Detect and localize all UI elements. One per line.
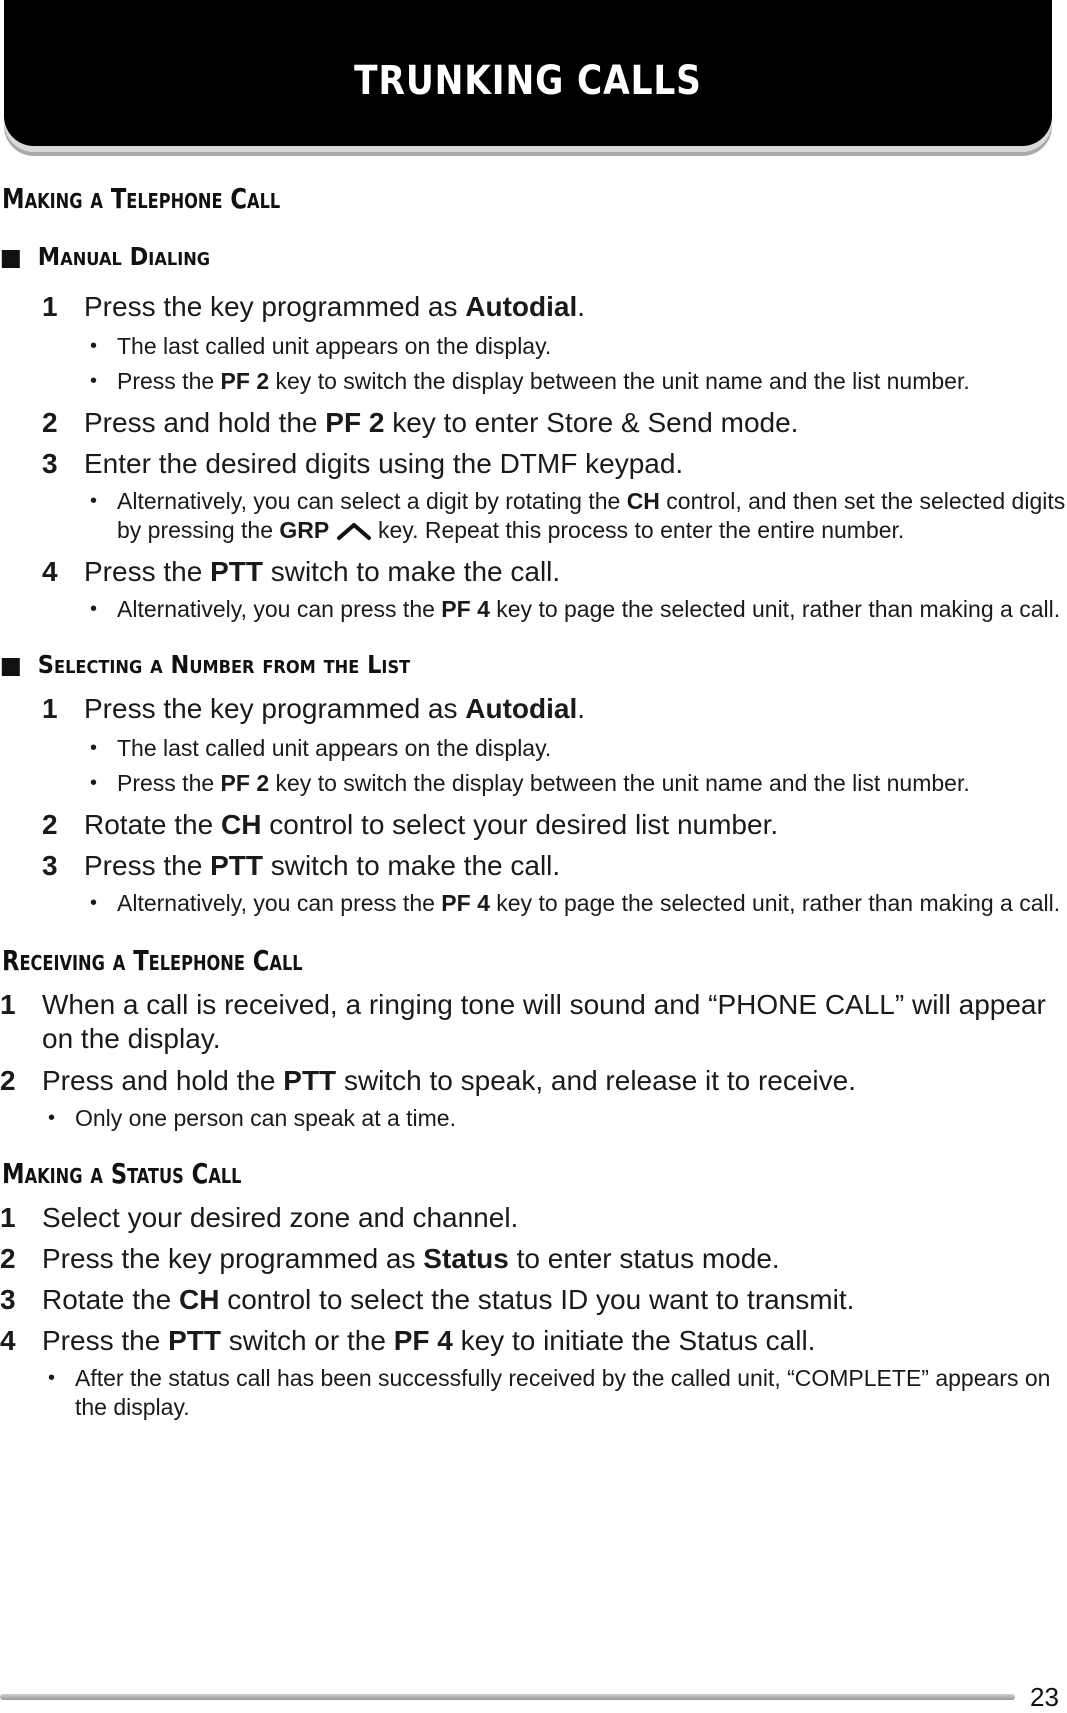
step-3: 3 Rotate the CH control to select the status ID you want to transmit. — [0, 1284, 855, 1315]
page-number: 23 — [1030, 1682, 1059, 1712]
section-heading-telephone-call: Making a Telephone Call — [2, 182, 281, 215]
square-bullet-icon — [2, 658, 20, 676]
section-heading-status-call: Making a Status Call — [2, 1157, 242, 1190]
section-heading-receiving: Receiving a Telephone Call — [2, 944, 303, 977]
step-2: 2 Rotate the CH control to select your desired list number. — [42, 809, 779, 840]
subsection-heading-from-list: Selecting a Number from the List — [0, 648, 960, 682]
bullet-item: • The last called unit appears on the display. — [90, 735, 552, 761]
square-bullet-icon — [2, 250, 20, 268]
step-3: 3 Enter the desired digits using the DTMF keypad. — [42, 448, 684, 479]
step-1: 1 Press the key programmed as Autodial. — [42, 291, 586, 322]
bullet-item: • Press the PF 2 key to switch the display between the unit name and the list number. — [90, 770, 970, 796]
footer-rule — [0, 1694, 1015, 1700]
step-2: 2 Press the key programmed as Status to enter status mode. — [0, 1243, 780, 1274]
bullet-item: • Only one person can speak at a time. — [48, 1105, 456, 1131]
bullet-item: • Press the PF 2 key to switch the display between the unit name and the list number. — [90, 368, 970, 394]
step-2: 2 Press and hold the PF 2 key to enter Store & Send mode. — [42, 407, 799, 438]
step-3: 3 Press the PTT switch to make the call. — [42, 850, 561, 881]
chapter-title: TRUNKING CALLS — [354, 58, 702, 104]
bullet-item: • Alternatively, you can press the PF 4 key to page the selected unit, rather than making a call. — [90, 890, 1061, 916]
bullet-item: • Alternatively, you can select a digit by rotating the CH control, and then set the selected digits by pressing the GRP key. Repeat this process to enter the entire number. — [90, 488, 1066, 543]
bullet-item: • After the status call has been successfully received by the called unit, “COMPLETE” appears on the display. — [48, 1365, 1051, 1420]
step-1: 1 Press the key programmed as Autodial. — [42, 693, 586, 724]
step-2: 2 Press and hold the PTT switch to speak, and release it to receive. — [0, 1065, 856, 1096]
bullet-item: • Alternatively, you can press the PF 4 key to page the selected unit, rather than making a call. — [90, 596, 1061, 622]
step-1: 1 Select your desired zone and channel. — [0, 1202, 519, 1233]
chapter-banner — [4, 0, 1052, 146]
subsection-heading-manual-dialing: Manual Dialing — [0, 240, 960, 274]
step-4: 4 Press the PTT switch to make the call. — [42, 556, 561, 587]
chevron-up-icon — [336, 519, 372, 541]
page-content — [0, 182, 1067, 1422]
bullet-item: • The last called unit appears on the display. — [90, 333, 552, 359]
step-4: 4 Press the PTT switch or the PF 4 key to initiate the Status call. — [0, 1325, 816, 1356]
step-1: 1 When a call is received, a ringing tone will sound and “PHONE CALL” will appear on the display. — [0, 989, 1046, 1054]
